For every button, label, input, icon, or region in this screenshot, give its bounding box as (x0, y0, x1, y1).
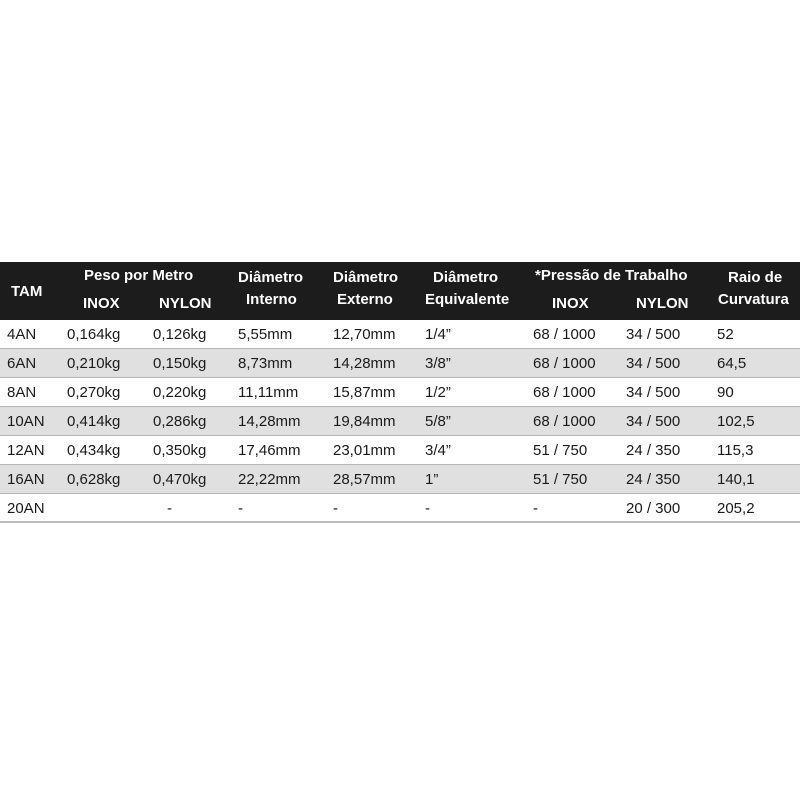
cell-tam: 10AN (7, 413, 45, 430)
header-peso-nylon: NYLON (159, 295, 212, 312)
cell-diametro-externo: 14,28mm (333, 355, 396, 372)
cell-raio-curvatura: 115,3 (717, 442, 754, 459)
cell-pressao-inox: 51 / 750 (533, 471, 588, 488)
header-diam-eq-1: Diâmetro (433, 269, 499, 286)
cell-tam: 12AN (7, 442, 45, 459)
header-pressao-group: *Pressão de Trabalho (535, 267, 688, 284)
cell-tam: 4AN (7, 326, 37, 343)
cell-tam: 8AN (7, 384, 37, 401)
cell-raio-curvatura: 140,1 (717, 471, 755, 488)
cell-raio-curvatura: 102,5 (717, 413, 755, 430)
cell-diametro-interno: 22,22mm (238, 471, 301, 488)
cell-pressao-inox: 68 / 1000 (533, 384, 596, 401)
cell-diametro-interno: 11,11mm (238, 384, 299, 401)
table-row (0, 436, 800, 465)
cell-diametro-interno: 17,46mm (238, 442, 301, 459)
cell-pressao-inox: 51 / 750 (533, 442, 588, 459)
cell-pressao-inox: 68 / 1000 (533, 413, 596, 430)
cell-diametro-interno: - (238, 500, 243, 517)
cell-pressao-inox: 68 / 1000 (533, 326, 596, 343)
header-tam: TAM (11, 283, 43, 300)
table-row (0, 465, 800, 494)
cell-diametro-equivalente: 3/8” (425, 355, 451, 372)
header-raio-2: Curvatura (718, 291, 789, 308)
header-diam-int-2: Interno (246, 291, 297, 308)
cell-pressao-nylon: 24 / 350 (626, 471, 681, 488)
header-pressao-nylon: NYLON (636, 295, 689, 312)
cell-peso-nylon: 0,220kg (153, 384, 207, 401)
cell-diametro-equivalente: 1/2” (425, 384, 451, 401)
cell-peso-inox: 0,414kg (67, 413, 121, 430)
cell-raio-curvatura: 64,5 (717, 355, 747, 372)
cell-diametro-equivalente: 5/8” (425, 413, 451, 430)
cell-diametro-externo: 12,70mm (333, 326, 396, 343)
cell-pressao-nylon: 34 / 500 (626, 326, 681, 343)
cell-peso-nylon: - (167, 500, 172, 517)
cell-pressao-nylon: 34 / 500 (626, 384, 681, 401)
table-row (0, 407, 800, 436)
cell-diametro-externo: 19,84mm (333, 413, 396, 430)
cell-diametro-interno: 8,73mm (238, 355, 293, 372)
header-diam-eq-2: Equivalente (425, 291, 510, 308)
cell-diametro-equivalente: 3/4” (425, 442, 451, 459)
cell-pressao-inox: - (533, 500, 538, 517)
cell-pressao-nylon: 34 / 500 (626, 355, 681, 372)
cell-diametro-equivalente: 1” (425, 471, 439, 488)
header-diam-int-1: Diâmetro (238, 269, 304, 286)
cell-peso-inox: 0,210kg (67, 355, 121, 372)
cell-diametro-equivalente: 1/4” (425, 326, 451, 343)
cell-diametro-externo: - (333, 500, 338, 517)
cell-peso-nylon: 0,350kg (153, 442, 207, 459)
cell-tam: 20AN (7, 500, 45, 517)
header-diam-ext-2: Externo (337, 291, 393, 308)
cell-peso-inox: 0,270kg (67, 384, 121, 401)
cell-peso-nylon: 0,470kg (153, 471, 207, 488)
cell-diametro-equivalente: - (425, 500, 430, 517)
cell-peso-nylon: 0,126kg (153, 326, 207, 343)
header-raio-1: Raio de (728, 269, 783, 286)
cell-diametro-interno: 5,55mm (238, 326, 293, 343)
cell-diametro-externo: 28,57mm (333, 471, 396, 488)
cell-peso-nylon: 0,150kg (153, 355, 207, 372)
table-row (0, 349, 800, 378)
table-row (0, 494, 800, 523)
table-row (0, 378, 800, 407)
header-diam-ext-1: Diâmetro (333, 269, 399, 286)
header-peso-group: Peso por Metro (84, 267, 194, 284)
cell-tam: 16AN (7, 471, 45, 488)
cell-pressao-nylon: 24 / 350 (626, 442, 681, 459)
table-row (0, 320, 800, 349)
cell-raio-curvatura: 52 (717, 326, 734, 343)
cell-raio-curvatura: 90 (717, 384, 734, 401)
header-pressao-inox: INOX (552, 295, 589, 312)
cell-pressao-inox: 68 / 1000 (533, 355, 596, 372)
cell-diametro-externo: 23,01mm (333, 442, 396, 459)
cell-tam: 6AN (7, 355, 37, 372)
cell-pressao-nylon: 20 / 300 (626, 500, 681, 517)
cell-raio-curvatura: 205,2 (717, 500, 755, 517)
cell-peso-inox: 0,164kg (67, 326, 121, 343)
table-header (0, 262, 800, 320)
cell-diametro-externo: 15,87mm (333, 384, 396, 401)
header-peso-inox: INOX (83, 295, 120, 312)
cell-pressao-nylon: 34 / 500 (626, 413, 681, 430)
spec-table (0, 262, 800, 523)
cell-peso-nylon: 0,286kg (153, 413, 207, 430)
cell-diametro-interno: 14,28mm (238, 413, 301, 430)
cell-peso-inox: 0,434kg (67, 442, 121, 459)
cell-peso-inox: 0,628kg (67, 471, 121, 488)
